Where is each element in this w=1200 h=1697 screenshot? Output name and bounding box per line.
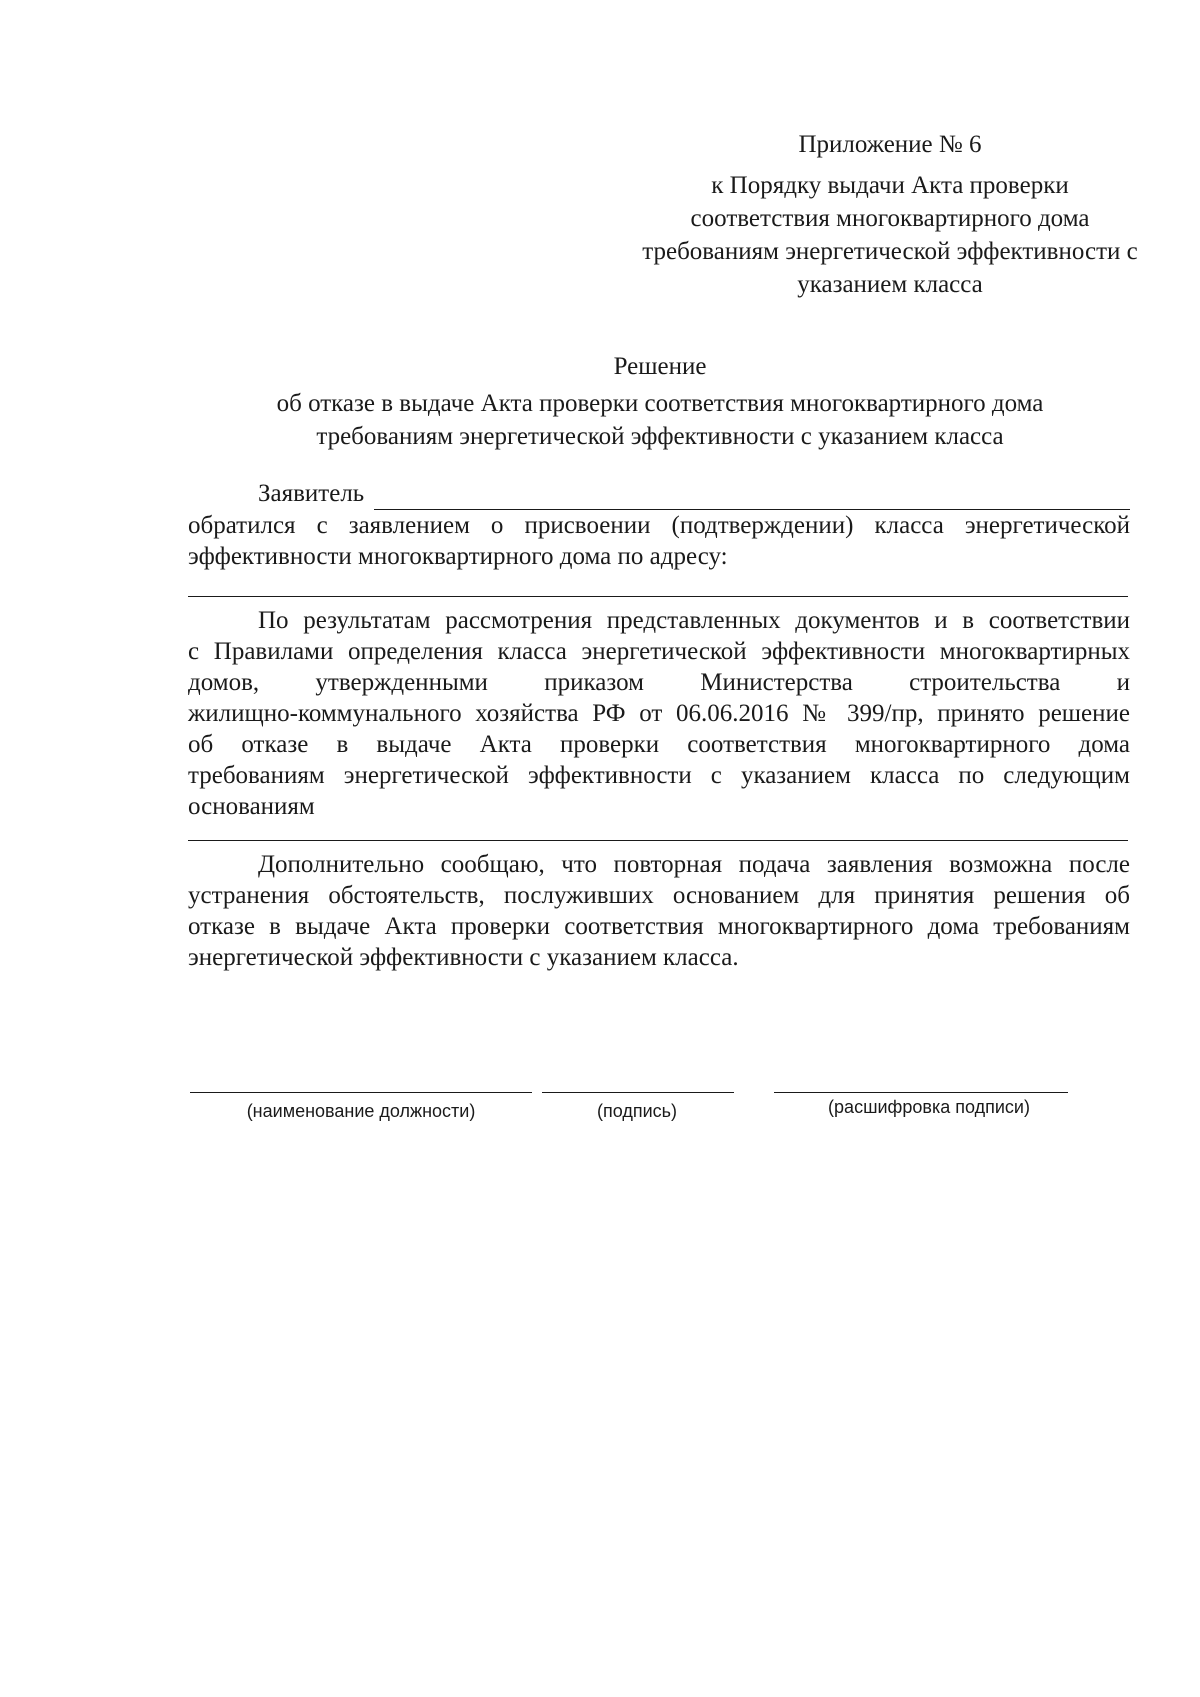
title-line: требованиям энергетической эффективности с указанием класса xyxy=(316,423,1004,450)
paragraph-line: основаниям xyxy=(188,793,315,820)
paragraph-line: По результатам рассмотрения представленных документов и в соответствии xyxy=(258,607,1130,634)
document-title xyxy=(190,350,1130,453)
appendix-header xyxy=(630,128,1150,301)
signature-fill-line xyxy=(542,1092,734,1093)
position-caption: (наименование должности) xyxy=(246,1101,476,1121)
paragraph-decision xyxy=(188,605,1130,822)
decoding-fill-line xyxy=(774,1092,1068,1093)
paragraph-line: Дополнительно сообщаю, что повторная подача заявления возможна после xyxy=(258,851,1130,878)
appendix-line: указанием класса xyxy=(797,271,983,298)
appendix-line: требованиям энергетической эффективности с xyxy=(642,238,1138,265)
paragraph-additional xyxy=(188,849,1130,973)
paragraph-line: жилищно-коммунального хозяйства РФ от 06.06.2016 № 399/пр, принято решение xyxy=(188,700,1130,727)
paragraph-line: об отказе в выдаче Акта проверки соответствия многоквартирного дома xyxy=(188,731,1130,758)
paragraph-line: отказе в выдаче Акта проверки соответствия многоквартирного дома требованиям xyxy=(188,913,1130,940)
paragraph-line: обратился с заявлением о присвоении (подтверждении) класса энергетической xyxy=(188,512,1130,539)
grounds-fill-line xyxy=(188,840,1128,841)
position-fill-line xyxy=(190,1092,532,1093)
appendix-line: к Порядку выдачи Акта проверки xyxy=(711,172,1069,199)
title-heading: Решение xyxy=(613,353,707,380)
paragraph-line: устранения обстоятельств, послуживших основанием для принятия решения об xyxy=(188,882,1130,909)
paragraph-line: с Правилами определения класса энергетической эффективности многоквартирных xyxy=(188,638,1130,665)
decoding-caption: (расшифровка подписи) xyxy=(828,1097,1030,1117)
applicant-label: Заявитель xyxy=(258,480,365,507)
paragraph-request xyxy=(188,510,1130,572)
paragraph-line: эффективности многоквартирного дома по адресу: xyxy=(188,543,728,570)
applicant-fill-line xyxy=(374,485,1130,510)
paragraph-line: энергетической эффективности с указанием класса. xyxy=(188,944,739,971)
address-fill-line xyxy=(188,596,1128,597)
paragraph-line: домов, утвержденными приказом Министерства строительства и xyxy=(188,669,1130,696)
signature-caption: (подпись) xyxy=(596,1101,678,1121)
applicant-row xyxy=(258,477,1130,510)
title-line: об отказе в выдаче Акта проверки соответствия многоквартирного дома xyxy=(276,390,1044,417)
appendix-line: соответствия многоквартирного дома xyxy=(690,205,1090,232)
paragraph-line: требованиям энергетической эффективности с указанием класса по следующим xyxy=(188,762,1130,789)
appendix-number: Приложение № 6 xyxy=(798,131,982,158)
